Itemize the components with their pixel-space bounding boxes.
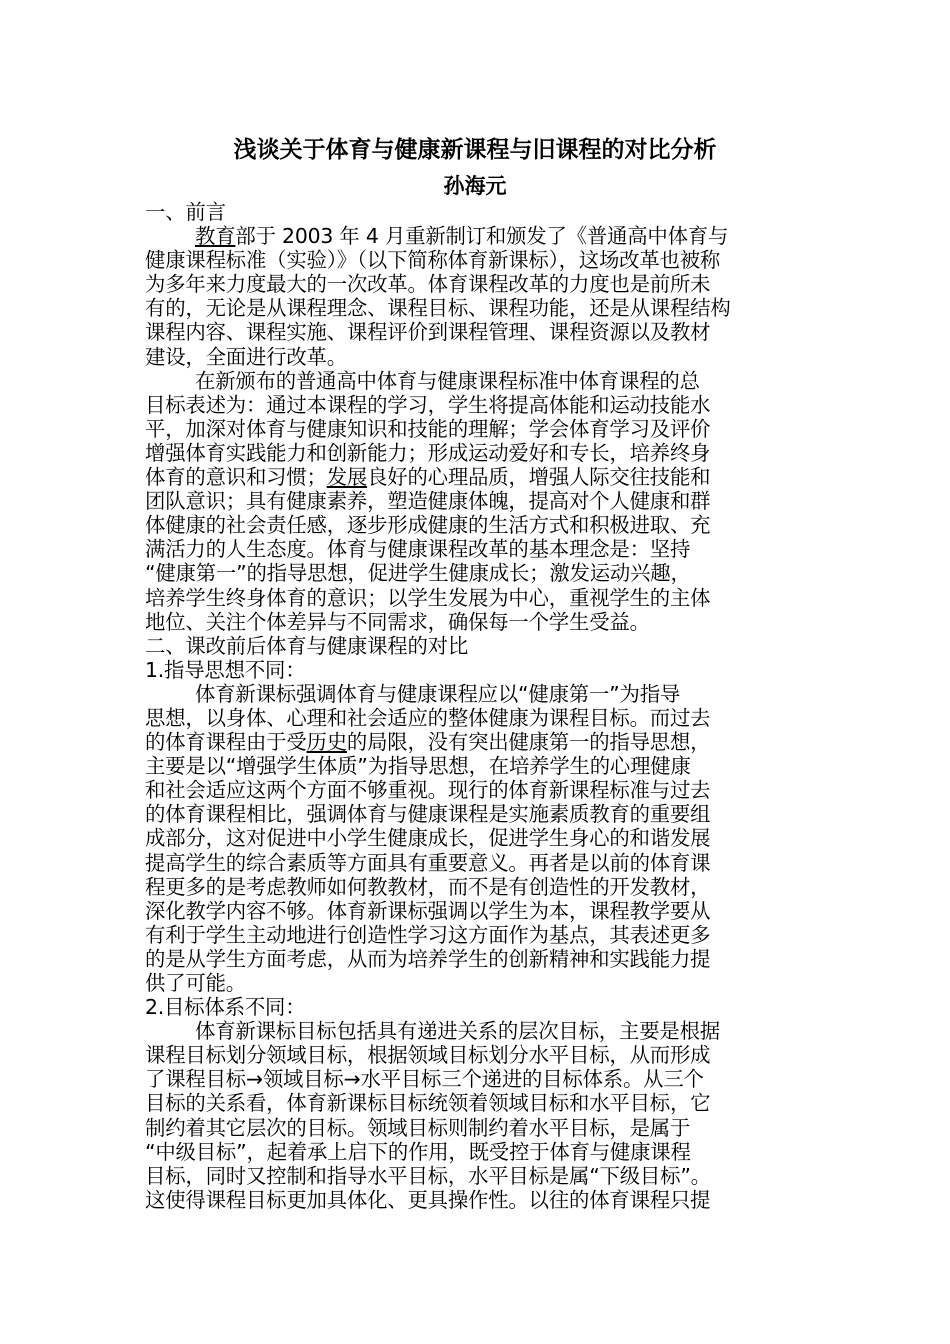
paragraph-text: 的局限，没有突出健康第一的指导思想， (346, 730, 711, 755)
paragraph-line: “中级目标”，起着承上启下的作用，既受控于体育与健康课程 (145, 1139, 691, 1164)
paragraph-text: 部于 2003 年 4 月重新制订和颁发了《普通高中体育与 (235, 224, 729, 249)
document-author: 孙海元 (443, 174, 507, 198)
paragraph-line: 有的，无论是从课程理念、课程目标、课程功能，还是从课程结构 (145, 296, 731, 321)
paragraph-line: 深化教学内容不够。体育新课标强调以学生为本，课程教学要从 (145, 898, 711, 923)
paragraph-line: 有利于学生主动地进行创造性学习这方面作为基点，其表述更多 (145, 922, 711, 947)
paragraph-line (145, 465, 810, 489)
paragraph-line: 主要是以“增强学生体质”为指导思想，在培养学生的心理健康 (145, 754, 691, 779)
paragraph-line: 供了可能。 (145, 971, 246, 995)
paragraph-line (145, 224, 810, 248)
paragraph-line: 提高学生的综合素质等方面具有重要意义。再者是以前的体育课 (145, 850, 711, 875)
paragraph-2 (145, 369, 810, 634)
paragraph-line: 思想，以身体、心理和社会适应的整体健康为课程目标。而过去 (145, 705, 711, 730)
subsection-heading-guiding-ideology: 1.指导思想不同： (145, 657, 306, 682)
paragraph-line (145, 730, 810, 754)
paragraph-3 (145, 682, 810, 995)
history-link[interactable]: 历史 (306, 730, 347, 755)
paragraph-line: 团队意识；具有健康素养，塑造健康体魄，提高对个人健康和群 (145, 489, 711, 514)
paragraph-line: 课程目标划分领域目标，根据领域目标划分水平目标，从而形成 (145, 1043, 711, 1068)
paragraph-line: 平，加深对体育与健康知识和技能的理解；学会体育学习及评价 (145, 416, 711, 441)
paragraph-line: 和社会适应这两个方面不够重视。现行的体育新课程标准与过去 (145, 778, 711, 803)
paragraph-line: 制约着其它层次的目标。领域目标则制约着水平目标，是属于 (145, 1115, 691, 1140)
document-title: 浅谈关于体育与健康新课程与旧课程的对比分析 (233, 137, 717, 163)
paragraph-line: 培养学生终身体育的意识；以学生发展为中心，重视学生的主体 (145, 585, 711, 610)
paragraph-line: 程更多的是考虑教师如何教教材，而不是有创造性的开发教材， (145, 874, 711, 899)
paragraph-text: 良好的心理品质，增强人际交往技能和 (367, 465, 711, 490)
paragraph-line: 目标的关系看，体育新课标目标统领着领域目标和水平目标，它 (145, 1091, 711, 1116)
document-body (145, 200, 810, 1212)
paragraph-line: 了课程目标→领域目标→水平目标三个递进的目标体系。从三个 (145, 1067, 704, 1092)
paragraph-text: 体育的意识和习惯； (145, 465, 327, 490)
paragraph-line: 体育新课标目标包括具有递进关系的层次目标，主要是根据 (195, 1019, 720, 1044)
paragraph-line: 课程内容、课程实施、课程评价到课程管理、课程资源以及教材 (145, 320, 711, 345)
development-link[interactable]: 发展 (326, 465, 368, 490)
paragraph-1 (145, 224, 810, 369)
section-heading-comparison: 二、课改前后体育与健康课程的对比 (145, 633, 469, 658)
paragraph-line: 目标表述为：通过本课程的学习，学生将提高体能和运动技能水 (145, 392, 711, 417)
paragraph-line: 体健康的社会责任感，逐步形成健康的生活方式和积极进取、充 (145, 513, 711, 538)
paragraph-line: 的体育课程相比，强调体育与健康课程是实施素质教育的重要组 (145, 802, 711, 827)
paragraph-line: 健康课程标准（实验）》（以下简称体育新课标），这场改革也被称 (145, 248, 721, 273)
paragraph-line: 体育新课标强调体育与健康课程应以“健康第一”为指导 (195, 681, 681, 706)
paragraph-line: 目标，同时又控制和指导水平目标，水平目标是属“下级目标”。 (145, 1163, 711, 1188)
section-heading-preface: 一、前言 (145, 200, 226, 224)
paragraph-line: 满活力的人生态度。体育与健康课程改革的基本理念是：坚持 (145, 537, 691, 562)
paragraph-line: 地位、关注个体差异与不同需求，确保每一个学生受益。 (145, 609, 650, 634)
paragraph-line: 这使得课程目标更加具体化、更具操作性。以往的体育课程只提 (145, 1187, 711, 1212)
paragraph-line: 的是从学生方面考虑，从而为培养学生的创新精神和实践能力提 (145, 946, 711, 971)
paragraph-line: 增强体育实践能力和创新能力；形成运动爱好和专长，培养终身 (145, 440, 711, 465)
paragraph-line: 成部分，这对促进中小学生健康成长，促进学生身心的和谐发展 (145, 826, 711, 851)
paragraph-4 (145, 1019, 810, 1212)
education-link[interactable]: 教育 (195, 224, 236, 249)
subsection-heading-target-system: 2.目标体系不同： (145, 995, 306, 1020)
paragraph-line: 为多年来力度最大的一次改革。体育课程改革的力度也是前所未 (145, 272, 711, 297)
paragraph-text: 的体育课程由于受 (145, 730, 307, 755)
paragraph-line: 建设，全面进行改革。 (145, 344, 347, 369)
paragraph-line: “健康第一”的指导思想，促进学生健康成长；激发运动兴趣， (145, 561, 691, 586)
paragraph-line: 在新颁布的普通高中体育与健康课程标准中体育课程的总 (195, 368, 700, 393)
